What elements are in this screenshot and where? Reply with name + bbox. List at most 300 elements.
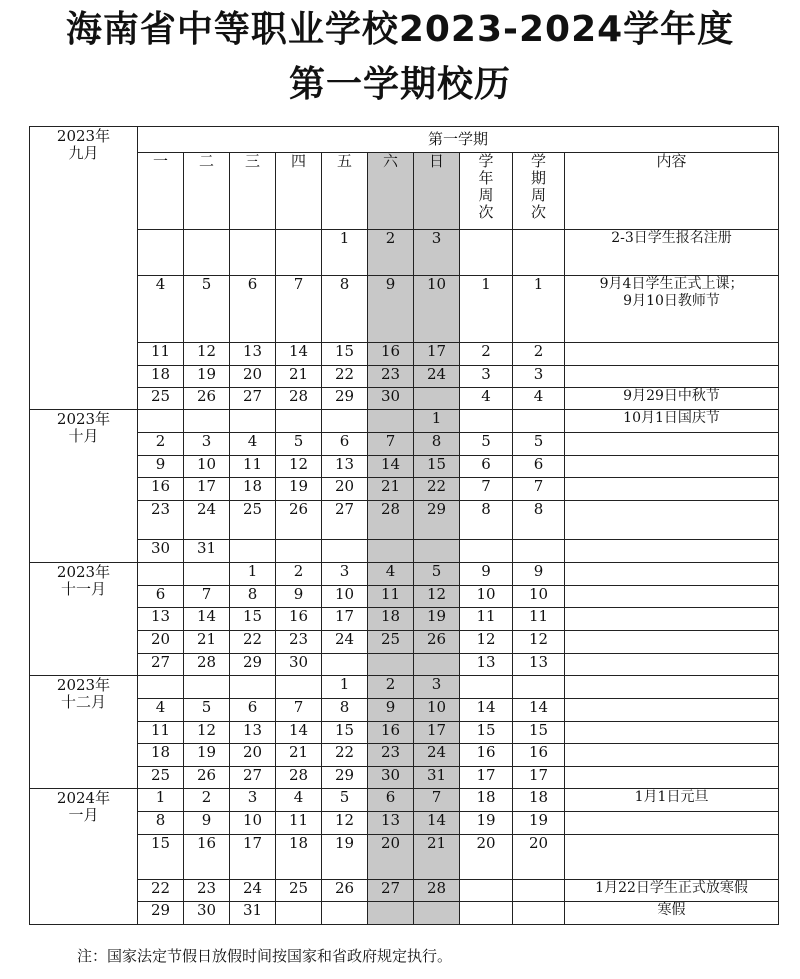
day-cell: 15 [230,608,276,631]
weekday-header: 五 [322,153,368,230]
day-cell: 14 [414,812,460,835]
day-cell: 30 [368,767,414,789]
week-row [30,880,779,902]
content-cell: 2-3日学生报名注册 [565,230,779,276]
day-cell: 9 [184,812,230,835]
week-row [30,835,779,880]
day-cell: 24 [230,880,276,902]
day-cell: 5 [414,563,460,586]
term-week-cell: 13 [513,654,565,676]
day-cell: 16 [138,478,184,501]
week-row [30,456,779,478]
day-cell: 19 [184,744,230,767]
day-cell [322,902,368,925]
day-cell: 14 [368,456,414,478]
day-cell: 25 [230,501,276,540]
day-cell: 15 [138,835,184,880]
term-week-cell: 14 [513,699,565,722]
day-cell [184,563,230,586]
term-week-cell [513,540,565,563]
day-cell: 7 [368,433,414,456]
month-label: 2024年 一月 [30,789,138,925]
content-cell [565,767,779,789]
day-cell: 17 [184,478,230,501]
day-cell: 8 [322,276,368,343]
year-week-cell: 12 [460,631,513,654]
month-label: 2023年 十一月 [30,563,138,676]
month-label-cell: 2023年 九月 [30,127,138,410]
term-week-cell: 7 [513,478,565,501]
day-cell: 5 [184,699,230,722]
day-cell: 31 [414,767,460,789]
year-week-cell: 15 [460,722,513,744]
day-cell: 4 [138,699,184,722]
year-week-cell: 2 [460,343,513,366]
content-cell [565,366,779,388]
day-cell: 4 [276,789,322,812]
day-cell: 27 [322,501,368,540]
day-cell: 21 [276,744,322,767]
day-cell: 9 [138,456,184,478]
term-week-cell: 9 [513,563,565,586]
content-cell [565,433,779,456]
day-cell: 25 [368,631,414,654]
day-cell: 1 [322,230,368,276]
day-cell: 10 [414,699,460,722]
day-cell [414,540,460,563]
term-week-header: 学 期 周 次 [513,153,565,230]
day-cell: 30 [368,388,414,410]
week-row [30,902,779,925]
day-cell [322,540,368,563]
day-cell: 30 [138,540,184,563]
year-week-cell: 14 [460,699,513,722]
day-cell: 22 [322,366,368,388]
year-week-header: 学 年 周 次 [460,153,513,230]
day-cell: 18 [368,608,414,631]
year-week-cell: 9 [460,563,513,586]
day-cell: 24 [414,366,460,388]
term-week-cell [513,410,565,433]
day-cell: 12 [184,343,230,366]
year-week-cell: 10 [460,586,513,608]
day-cell: 7 [184,586,230,608]
content-cell: 9月29日中秋节 [565,388,779,410]
day-cell [322,410,368,433]
weekday-header: 三 [230,153,276,230]
content-header: 内容 [565,153,779,230]
weekday-header: 一 [138,153,184,230]
content-cell: 1月1日元旦 [565,789,779,812]
day-cell: 14 [276,722,322,744]
term-week-cell: 15 [513,722,565,744]
week-row [30,563,779,586]
day-cell: 6 [138,586,184,608]
day-cell: 13 [230,722,276,744]
day-cell: 5 [322,789,368,812]
day-cell: 13 [322,456,368,478]
content-cell [565,835,779,880]
week-row [30,478,779,501]
week-row [30,812,779,835]
day-cell: 12 [322,812,368,835]
day-cell: 10 [184,456,230,478]
day-cell: 11 [230,456,276,478]
day-cell: 28 [368,501,414,540]
day-cell: 8 [230,586,276,608]
content-cell [565,744,779,767]
term-week-cell: 3 [513,366,565,388]
day-cell: 24 [322,631,368,654]
day-cell: 27 [230,388,276,410]
day-cell: 7 [414,789,460,812]
day-cell: 3 [184,433,230,456]
week-row [30,388,779,410]
content-cell: 1月22日学生正式放寒假 [565,880,779,902]
month-label: 2023年 十二月 [30,676,138,789]
week-row [30,654,779,676]
day-cell: 3 [414,676,460,699]
day-cell [414,654,460,676]
content-cell [565,343,779,366]
day-cell: 19 [184,366,230,388]
day-cell: 23 [368,366,414,388]
week-row [30,433,779,456]
day-cell: 13 [138,608,184,631]
day-cell: 26 [414,631,460,654]
day-cell: 20 [230,744,276,767]
weekday-header: 二 [184,153,230,230]
content-cell [565,654,779,676]
weekday-header: 六 [368,153,414,230]
day-cell: 17 [230,835,276,880]
day-cell [276,676,322,699]
content-cell [565,722,779,744]
day-cell: 28 [276,388,322,410]
day-cell: 18 [138,744,184,767]
day-cell: 8 [414,433,460,456]
day-cell: 20 [138,631,184,654]
day-cell [230,676,276,699]
day-cell: 21 [276,366,322,388]
content-cell [565,812,779,835]
day-cell: 6 [368,789,414,812]
day-cell [138,230,184,276]
calendar-table [29,126,779,925]
day-cell: 27 [230,767,276,789]
content-cell [565,540,779,563]
day-cell: 9 [368,699,414,722]
day-cell: 22 [322,744,368,767]
day-cell: 17 [414,722,460,744]
content-cell: 9月4日学生正式上课； 9月10日教师节 [565,276,779,343]
day-cell: 12 [184,722,230,744]
content-cell [565,608,779,631]
content-cell [565,501,779,540]
term-week-cell: 20 [513,835,565,880]
day-cell: 15 [322,722,368,744]
term-week-cell: 18 [513,789,565,812]
year-week-cell: 13 [460,654,513,676]
day-cell: 1 [414,410,460,433]
day-cell [276,410,322,433]
day-cell: 1 [322,676,368,699]
day-cell: 20 [230,366,276,388]
day-cell [184,676,230,699]
day-cell: 5 [184,276,230,343]
term-week-cell: 16 [513,744,565,767]
day-cell [368,654,414,676]
day-cell: 20 [322,478,368,501]
day-cell: 26 [184,388,230,410]
footnote: 注：国家法定节假日放假时间按国家和省政府规定执行。 [77,947,453,965]
day-cell: 16 [184,835,230,880]
day-cell: 17 [322,608,368,631]
content-cell [565,563,779,586]
day-cell [184,410,230,433]
day-cell [138,410,184,433]
day-cell: 1 [230,563,276,586]
content-cell [565,586,779,608]
day-cell: 24 [414,744,460,767]
day-cell [368,540,414,563]
day-cell: 4 [138,276,184,343]
content-cell [565,631,779,654]
day-cell: 12 [276,456,322,478]
term-week-cell: 5 [513,433,565,456]
day-cell: 22 [138,880,184,902]
year-week-cell: 5 [460,433,513,456]
day-cell: 3 [414,230,460,276]
day-cell: 16 [368,343,414,366]
day-cell: 16 [276,608,322,631]
day-cell: 3 [322,563,368,586]
month-label: 2023年 十月 [30,410,138,563]
day-cell: 3 [230,789,276,812]
term-week-cell [513,676,565,699]
day-cell: 28 [276,767,322,789]
day-cell: 13 [230,343,276,366]
day-cell [368,410,414,433]
day-cell: 2 [368,676,414,699]
week-row [30,276,779,343]
day-cell: 28 [184,654,230,676]
year-week-cell [460,902,513,925]
day-cell: 10 [230,812,276,835]
year-week-cell: 8 [460,501,513,540]
year-week-cell: 7 [460,478,513,501]
day-cell: 20 [368,835,414,880]
day-cell: 29 [322,388,368,410]
day-cell: 4 [230,433,276,456]
day-cell: 13 [368,812,414,835]
content-cell [565,699,779,722]
week-row [30,744,779,767]
day-cell [184,230,230,276]
day-cell: 14 [184,608,230,631]
day-cell: 15 [414,456,460,478]
day-cell: 8 [138,812,184,835]
day-cell: 19 [414,608,460,631]
day-cell: 2 [138,433,184,456]
year-week-cell: 6 [460,456,513,478]
day-cell: 9 [368,276,414,343]
day-cell: 6 [230,699,276,722]
day-cell [230,410,276,433]
day-cell: 29 [138,902,184,925]
year-week-cell: 3 [460,366,513,388]
day-cell: 26 [184,767,230,789]
year-week-cell [460,230,513,276]
day-cell: 14 [276,343,322,366]
day-cell [414,388,460,410]
day-cell: 10 [322,586,368,608]
year-week-cell: 11 [460,608,513,631]
week-row [30,230,779,276]
day-cell: 26 [276,501,322,540]
term-week-cell: 12 [513,631,565,654]
day-cell: 21 [414,835,460,880]
week-row [30,586,779,608]
week-row [30,767,779,789]
day-cell [368,902,414,925]
day-cell: 22 [414,478,460,501]
term-week-cell: 2 [513,343,565,366]
day-cell: 10 [414,276,460,343]
day-cell: 11 [368,586,414,608]
term-week-cell: 10 [513,586,565,608]
day-cell: 29 [322,767,368,789]
day-cell: 30 [276,654,322,676]
year-week-cell [460,880,513,902]
year-week-cell: 4 [460,388,513,410]
week-row [30,608,779,631]
day-cell: 2 [368,230,414,276]
day-cell: 16 [368,722,414,744]
day-cell: 8 [322,699,368,722]
day-cell [276,540,322,563]
day-cell: 21 [368,478,414,501]
week-row [30,501,779,540]
day-cell: 23 [138,501,184,540]
header-row-semester [30,127,779,153]
day-cell: 7 [276,699,322,722]
year-week-cell: 18 [460,789,513,812]
page-title: 海南省中等职业学校2023-2024学年度 [65,9,735,50]
week-row [30,631,779,654]
day-cell: 30 [184,902,230,925]
term-week-cell: 4 [513,388,565,410]
term-week-cell: 8 [513,501,565,540]
week-row [30,699,779,722]
year-week-cell: 16 [460,744,513,767]
day-cell: 24 [184,501,230,540]
week-row [30,343,779,366]
day-cell: 15 [322,343,368,366]
week-row [30,410,779,433]
day-cell: 1 [138,789,184,812]
day-cell: 7 [276,276,322,343]
day-cell: 2 [184,789,230,812]
term-week-cell [513,880,565,902]
year-week-cell: 19 [460,812,513,835]
week-row [30,540,779,563]
content-cell [565,478,779,501]
calendar-body [30,127,779,925]
week-row [30,676,779,699]
day-cell: 12 [414,586,460,608]
day-cell: 23 [276,631,322,654]
year-week-cell [460,540,513,563]
day-cell [230,230,276,276]
week-row [30,722,779,744]
day-cell [276,902,322,925]
day-cell: 11 [276,812,322,835]
day-cell: 31 [184,540,230,563]
day-cell [230,540,276,563]
page-subtitle: 第一学期校历 [288,64,511,105]
term-week-cell: 6 [513,456,565,478]
day-cell: 5 [276,433,322,456]
content-cell [565,456,779,478]
day-cell [276,230,322,276]
day-cell: 27 [368,880,414,902]
term-week-cell: 1 [513,276,565,343]
year-week-cell: 1 [460,276,513,343]
day-cell: 6 [322,433,368,456]
day-cell: 28 [414,880,460,902]
weekday-header: 四 [276,153,322,230]
day-cell: 29 [230,654,276,676]
term-week-cell [513,902,565,925]
day-cell [322,654,368,676]
day-cell [138,563,184,586]
day-cell: 23 [184,880,230,902]
year-week-cell: 20 [460,835,513,880]
day-cell: 2 [276,563,322,586]
day-cell: 19 [322,835,368,880]
year-week-cell [460,676,513,699]
day-cell: 17 [414,343,460,366]
day-cell: 27 [138,654,184,676]
day-cell: 26 [322,880,368,902]
day-cell: 22 [230,631,276,654]
day-cell: 18 [276,835,322,880]
year-week-cell [460,410,513,433]
day-cell [414,902,460,925]
content-cell: 10月1日国庆节 [565,410,779,433]
day-cell: 31 [230,902,276,925]
term-week-cell: 19 [513,812,565,835]
year-week-cell: 17 [460,767,513,789]
day-cell: 23 [368,744,414,767]
semester-header: 第一学期 [138,127,779,153]
content-cell [565,676,779,699]
day-cell: 6 [230,276,276,343]
day-cell: 25 [276,880,322,902]
day-cell: 9 [276,586,322,608]
day-cell: 25 [138,388,184,410]
day-cell: 18 [230,478,276,501]
day-cell: 18 [138,366,184,388]
term-week-cell: 11 [513,608,565,631]
header-row-columns [30,153,779,230]
day-cell [138,676,184,699]
day-cell: 21 [184,631,230,654]
day-cell: 25 [138,767,184,789]
day-cell: 4 [368,563,414,586]
day-cell: 11 [138,343,184,366]
